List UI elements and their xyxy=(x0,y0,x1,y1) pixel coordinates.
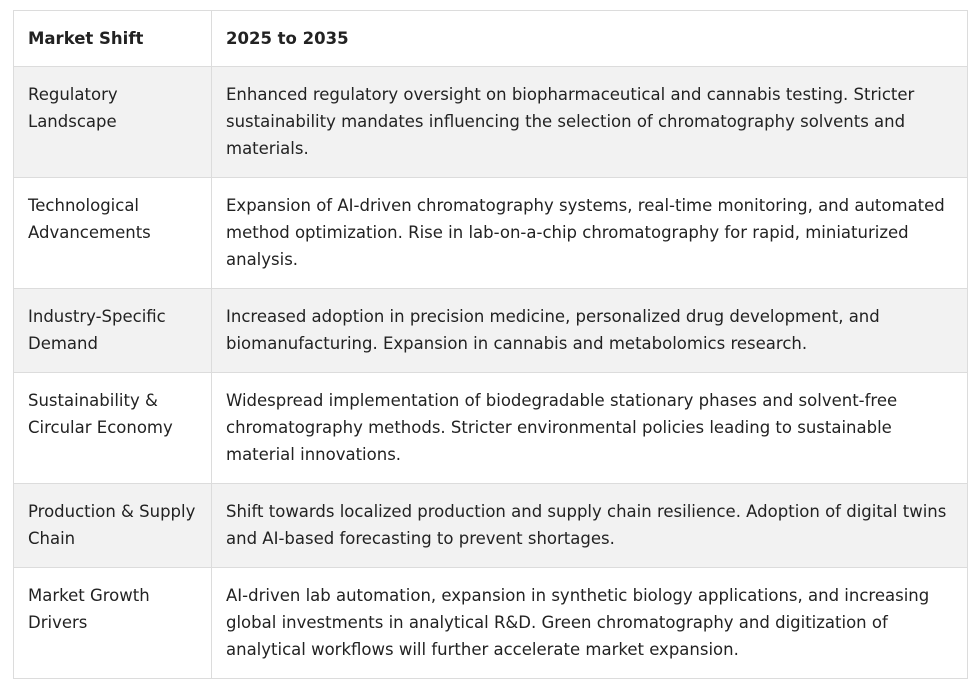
row-label: Industry-Specific Demand xyxy=(14,289,212,373)
table-row xyxy=(14,67,968,178)
row-description: Expansion of AI-driven chromatography systems, real-time monitoring, and automated method optimization. Rise in lab-on-a-chip chromatography for rapid, miniaturized analysis. xyxy=(212,178,968,289)
header-2025-to-2035: 2025 to 2035 xyxy=(212,11,968,67)
row-label: Production & Supply Chain xyxy=(14,484,212,568)
table-row xyxy=(14,484,968,568)
market-shift-table-container xyxy=(13,10,967,679)
row-description: Shift towards localized production and supply chain resilience. Adoption of digital twins and AI-based forecasting to prevent shortages. xyxy=(212,484,968,568)
row-description: Increased adoption in precision medicine, personalized drug development, and biomanufacturing. Expansion in cannabis and metabolomics research. xyxy=(212,289,968,373)
row-description: Enhanced regulatory oversight on biopharmaceutical and cannabis testing. Stricter sustainability mandates influencing the selection of chromatography solvents and materials. xyxy=(212,67,968,178)
row-label: Regulatory Landscape xyxy=(14,67,212,178)
table-row xyxy=(14,289,968,373)
market-shift-table xyxy=(13,10,968,679)
table-row xyxy=(14,568,968,679)
row-description: AI-driven lab automation, expansion in synthetic biology applications, and increasing global investments in analytical R&D. Green chromatography and digitization of analytical workflows will further accelerate market expansion. xyxy=(212,568,968,679)
header-market-shift: Market Shift xyxy=(14,11,212,67)
table-row xyxy=(14,373,968,484)
table-row xyxy=(14,178,968,289)
table-header-row xyxy=(14,11,968,67)
row-label: Technological Advancements xyxy=(14,178,212,289)
row-label: Market Growth Drivers xyxy=(14,568,212,679)
row-label: Sustainability & Circular Economy xyxy=(14,373,212,484)
row-description: Widespread implementation of biodegradable stationary phases and solvent-free chromatography methods. Stricter environmental policies leading to sustainable material innovations. xyxy=(212,373,968,484)
